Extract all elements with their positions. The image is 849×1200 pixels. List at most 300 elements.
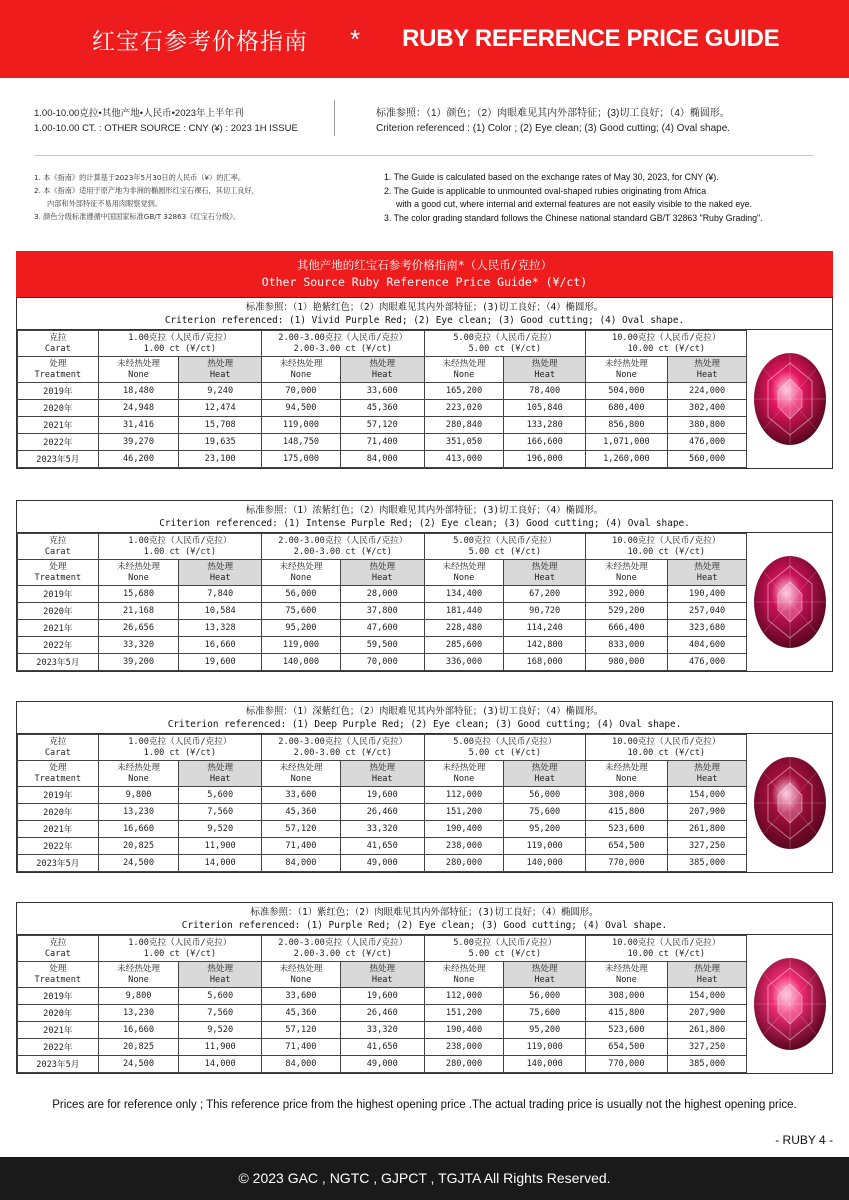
price-cell: 327,250 <box>667 838 747 855</box>
price-guide-title-zh: 其他产地的红宝石参考价格指南*（人民币/克拉） <box>296 258 553 272</box>
price-cell: 223,020 <box>424 400 504 417</box>
treatment-heat-header <box>667 357 747 383</box>
carat-size-en: 2.00-3.00 ct (¥/ct) <box>293 343 392 354</box>
price-cell: 181,440 <box>424 603 504 620</box>
carat-size-header <box>424 936 585 962</box>
price-cell: 119,000 <box>262 637 341 654</box>
carat-size-header <box>98 331 261 357</box>
copyright-footer: © 2023 GAC , NGTC , GJPCT , TGJTA All Rights Reserved. <box>0 1157 849 1200</box>
carat-size-zh: 1.00克拉（人民币/克拉） <box>128 937 232 948</box>
price-cell: 134,400 <box>424 586 504 603</box>
carat-label-en: Carat <box>44 343 71 354</box>
treatment-none-header <box>98 962 179 988</box>
price-cell: 190,400 <box>667 586 747 603</box>
price-cell: 26,656 <box>98 620 179 637</box>
disclaimer: Prices are for reference only ; This reference price from the highest opening price .The actual trading price is usually not the highest opening price. <box>52 1099 797 1111</box>
price-cell: 280,000 <box>424 855 504 872</box>
year-cell: 2022年 <box>18 637 99 654</box>
issue-info-en: 1.00-10.00 CT. : OTHER SOURCE : CNY (¥) : 2023 1H ISSUE <box>34 123 298 134</box>
price-cell: 57,120 <box>262 821 341 838</box>
heat-zh: 热处理 <box>207 963 234 974</box>
price-cell: 224,000 <box>667 383 747 400</box>
treatment-none-header <box>586 962 668 988</box>
none-zh: 未经热处理 <box>604 561 648 572</box>
gem-image-cell <box>747 331 832 468</box>
year-cell: 2020年 <box>18 1005 99 1022</box>
treatment-label <box>18 962 99 988</box>
price-cell: 770,000 <box>586 855 668 872</box>
price-cell: 323,680 <box>667 620 747 637</box>
carat-size-en: 1.00 ct (¥/ct) <box>143 546 217 557</box>
criterion-info-en: Criterion referenced : (1) Color ; (2) Eye clean; (3) Good cutting; (4) Oval shape. <box>376 123 731 134</box>
heat-en: Heat <box>209 974 231 985</box>
treatment-heat-header <box>179 962 262 988</box>
price-cell: 84,000 <box>340 451 424 468</box>
table-row <box>18 855 833 872</box>
carat-size-en: 2.00-3.00 ct (¥/ct) <box>293 948 392 959</box>
price-cell: 476,000 <box>667 434 747 451</box>
none-zh: 未经热处理 <box>604 358 648 369</box>
price-cell: 523,600 <box>586 821 668 838</box>
carat-size-header <box>424 331 585 357</box>
price-cell: 13,230 <box>98 804 179 821</box>
price-cell: 327,250 <box>667 1039 747 1056</box>
none-zh: 未经热处理 <box>442 358 486 369</box>
price-cell: 112,000 <box>424 988 504 1005</box>
criterion-en: Criterion referenced: (1) Vivid Purple Red; (2) Eye clean; (3) Good cutting; (4) Oval shape. <box>164 315 685 326</box>
criterion-zh: 标准参照：（1）紫红色；（2）肉眼难见其内外部特征；(3)切工良好；（4）椭圆形。 <box>250 907 599 918</box>
price-cell: 112,000 <box>424 787 504 804</box>
price-cell: 95,200 <box>262 620 341 637</box>
carat-size-zh: 5.00克拉（人民币/克拉） <box>453 535 557 546</box>
year-cell: 2023年5月 <box>18 855 99 872</box>
heat-en: Heat <box>371 369 393 380</box>
none-en: None <box>453 974 475 985</box>
treatment-none-header <box>262 962 341 988</box>
price-cell: 31,416 <box>98 417 179 434</box>
price-cell: 71,400 <box>262 1039 341 1056</box>
criterion-header <box>17 702 832 734</box>
treatment-none-header <box>424 560 504 586</box>
none-zh: 未经热处理 <box>117 963 160 974</box>
price-cell: 20,825 <box>98 838 179 855</box>
price-cell: 351,050 <box>424 434 504 451</box>
heat-en: Heat <box>696 572 718 583</box>
carat-header-row <box>18 936 833 962</box>
carat-size-zh: 2.00-3.00克拉（人民币/克拉） <box>278 535 408 546</box>
price-cell: 133,280 <box>504 417 586 434</box>
price-cell: 770,000 <box>586 1056 668 1073</box>
note-zh-2-cont: 内部和外部特征不易用肉眼察觉到。 <box>47 199 163 208</box>
price-cell: 94,500 <box>262 400 341 417</box>
criterion-info <box>376 106 816 136</box>
price-cell: 13,230 <box>98 1005 179 1022</box>
price-cell: 12,474 <box>179 400 262 417</box>
carat-size-zh: 5.00克拉（人民币/克拉） <box>453 736 557 747</box>
price-cell: 190,400 <box>424 1022 504 1039</box>
price-cell: 833,000 <box>586 637 668 654</box>
year-cell: 2021年 <box>18 821 99 838</box>
note-zh-3: 3. 颜色分级标准遵循中国国家标准GB/T 32863《红宝石分级》。 <box>34 212 241 221</box>
heat-zh: 热处理 <box>207 358 234 369</box>
price-cell: 39,200 <box>98 654 179 671</box>
price-cell: 47,600 <box>340 620 424 637</box>
price-cell: 95,200 <box>504 821 586 838</box>
price-cell: 1,071,000 <box>586 434 668 451</box>
treatment-heat-header <box>504 357 586 383</box>
treatment-none-header <box>98 357 179 383</box>
carat-size-en: 5.00 ct (¥/ct) <box>468 546 542 557</box>
price-cell: 280,840 <box>424 417 504 434</box>
price-cell: 413,000 <box>424 451 504 468</box>
price-cell: 19,600 <box>340 787 424 804</box>
price-cell: 7,560 <box>179 804 262 821</box>
year-cell: 2022年 <box>18 838 99 855</box>
price-cell: 151,200 <box>424 1005 504 1022</box>
notes-zh <box>34 171 354 223</box>
price-cell: 70,000 <box>262 383 341 400</box>
price-cell: 56,000 <box>262 586 341 603</box>
table-row <box>18 637 833 654</box>
price-cell: 9,520 <box>179 821 262 838</box>
treatment-label-zh: 处理 <box>49 963 67 974</box>
price-cell: 9,240 <box>179 383 262 400</box>
carat-size-header <box>98 735 261 761</box>
carat-size-en: 1.00 ct (¥/ct) <box>143 747 217 758</box>
price-cell: 41,650 <box>340 838 424 855</box>
treatment-header-row <box>18 560 833 586</box>
year-cell: 2023年5月 <box>18 654 99 671</box>
price-cell: 392,000 <box>586 586 668 603</box>
price-cell: 190,400 <box>424 821 504 838</box>
criterion-header <box>17 298 832 330</box>
heat-zh: 热处理 <box>207 561 234 572</box>
price-cell: 90,720 <box>504 603 586 620</box>
carat-size-header <box>262 331 425 357</box>
none-en: None <box>290 974 312 985</box>
treatment-none-header <box>424 761 504 787</box>
table-row <box>18 654 833 671</box>
carat-size-en: 1.00 ct (¥/ct) <box>143 948 217 959</box>
year-cell: 2019年 <box>18 383 99 400</box>
table-row <box>18 586 833 603</box>
carat-size-en: 5.00 ct (¥/ct) <box>468 948 542 959</box>
price-cell: 70,000 <box>340 654 424 671</box>
price-cell: 154,000 <box>667 988 747 1005</box>
heat-en: Heat <box>371 974 393 985</box>
carat-size-en: 2.00-3.00 ct (¥/ct) <box>293 747 392 758</box>
treatment-label-en: Treatment <box>34 572 82 583</box>
price-cell: 41,650 <box>340 1039 424 1056</box>
price-cell: 257,040 <box>667 603 747 620</box>
price-cell: 140,000 <box>262 654 341 671</box>
price-cell: 654,500 <box>586 838 668 855</box>
price-cell: 476,000 <box>667 654 747 671</box>
none-en: None <box>128 974 149 985</box>
price-guide-title-en: Other Source Ruby Reference Price Guide* (¥/ct) <box>261 275 588 289</box>
none-en: None <box>128 369 149 380</box>
price-cell: 24,500 <box>98 1056 179 1073</box>
carat-size-header <box>262 735 425 761</box>
criterion-header <box>17 903 832 935</box>
price-cell: 308,000 <box>586 787 668 804</box>
price-cell: 5,600 <box>179 787 262 804</box>
year-cell: 2021年 <box>18 1022 99 1039</box>
heat-zh: 热处理 <box>369 762 396 773</box>
carat-label-zh: 克拉 <box>49 535 67 546</box>
none-en: None <box>290 369 312 380</box>
carat-size-zh: 1.00克拉（人民币/克拉） <box>128 736 232 747</box>
none-zh: 未经热处理 <box>279 963 323 974</box>
ruby-gem-image <box>750 954 830 1054</box>
carat-size-en: 2.00-3.00 ct (¥/ct) <box>293 546 392 557</box>
price-cell: 207,900 <box>667 804 747 821</box>
price-cell: 11,900 <box>179 1039 262 1056</box>
price-cell: 49,000 <box>340 1056 424 1073</box>
carat-size-zh: 5.00克拉（人民币/克拉） <box>453 937 557 948</box>
criterion-zh: 标准参照：（1）深紫红色；（2）肉眼难见其内外部特征；(3)切工良好；（4）椭圆形。 <box>245 706 604 717</box>
carat-size-header <box>262 936 425 962</box>
issue-info <box>34 106 334 136</box>
carat-label-zh: 克拉 <box>49 937 67 948</box>
note-en-2: 2. The Guide is applicable to unmounted oval-shaped rubies originating from Africa <box>384 185 707 196</box>
none-en: None <box>616 572 637 583</box>
carat-size-en: 5.00 ct (¥/ct) <box>468 343 542 354</box>
price-cell: 75,600 <box>504 1005 586 1022</box>
year-cell: 2023年5月 <box>18 1056 99 1073</box>
note-en-1: 1. The Guide is calculated based on the exchange rates of May 30, 2023, for CNY (¥). <box>384 172 719 182</box>
heat-en: Heat <box>534 572 556 583</box>
carat-size-header <box>424 534 585 560</box>
price-cell: 140,000 <box>504 855 586 872</box>
price-cell: 56,000 <box>504 988 586 1005</box>
price-cell: 16,660 <box>98 1022 179 1039</box>
price-cell: 57,120 <box>262 1022 341 1039</box>
price-cell: 280,000 <box>424 1056 504 1073</box>
treatment-none-header <box>424 962 504 988</box>
price-cell: 33,320 <box>340 1022 424 1039</box>
price-cell: 15,708 <box>179 417 262 434</box>
treatment-none-header <box>98 560 179 586</box>
price-table-block <box>16 500 833 672</box>
none-en: None <box>453 773 475 784</box>
treatment-label-zh: 处理 <box>49 358 67 369</box>
treatment-header-row <box>18 962 833 988</box>
price-table <box>17 330 832 468</box>
price-cell: 95,200 <box>504 1022 586 1039</box>
heat-en: Heat <box>696 369 718 380</box>
treatment-heat-header <box>340 962 424 988</box>
price-cell: 142,800 <box>504 637 586 654</box>
year-cell: 2019年 <box>18 988 99 1005</box>
carat-size-header <box>424 735 585 761</box>
heat-en: Heat <box>371 572 393 583</box>
price-cell: 45,360 <box>340 400 424 417</box>
carat-size-header <box>98 936 261 962</box>
carat-header-row <box>18 735 833 761</box>
table-row <box>18 417 833 434</box>
price-cell: 385,000 <box>667 1056 747 1073</box>
treatment-heat-header <box>504 560 586 586</box>
price-cell: 24,500 <box>98 855 179 872</box>
year-cell: 2020年 <box>18 400 99 417</box>
none-en: None <box>616 974 637 985</box>
price-cell: 75,600 <box>504 804 586 821</box>
carat-size-header <box>586 534 747 560</box>
treatment-heat-header <box>667 962 747 988</box>
carat-size-zh: 1.00克拉（人民币/克拉） <box>128 332 232 343</box>
none-en: None <box>453 369 475 380</box>
treatment-heat-header <box>504 761 586 787</box>
carat-label-en: Carat <box>44 546 71 557</box>
price-cell: 308,000 <box>586 988 668 1005</box>
carat-size-en: 10.00 ct (¥/ct) <box>627 948 706 959</box>
note-zh-1: 1. 本《指南》的计算基于2023年5月30日的人民币（¥）的汇率。 <box>34 173 246 182</box>
carat-size-zh: 10.00克拉（人民币/克拉） <box>612 736 721 747</box>
price-cell: 523,600 <box>586 1022 668 1039</box>
price-cell: 980,000 <box>586 654 668 671</box>
price-cell: 16,660 <box>98 821 179 838</box>
price-cell: 19,635 <box>179 434 262 451</box>
heat-en: Heat <box>534 369 556 380</box>
carat-size-en: 5.00 ct (¥/ct) <box>468 747 542 758</box>
table-row <box>18 1056 833 1073</box>
gem-image-cell <box>747 735 832 872</box>
treatment-heat-header <box>504 962 586 988</box>
heat-zh: 热处理 <box>694 561 721 572</box>
price-cell: 33,600 <box>340 383 424 400</box>
table-row <box>18 434 833 451</box>
heat-en: Heat <box>209 369 231 380</box>
price-cell: 26,460 <box>340 1005 424 1022</box>
price-cell: 45,360 <box>262 804 341 821</box>
price-cell: 504,000 <box>586 383 668 400</box>
year-cell: 2020年 <box>18 603 99 620</box>
heat-en: Heat <box>534 974 556 985</box>
criterion-en: Criterion referenced: (1) Deep Purple Red; (2) Eye clean; (3) Good cutting; (4) Oval shape. <box>167 719 682 730</box>
table-row <box>18 620 833 637</box>
year-cell: 2021年 <box>18 620 99 637</box>
criterion-en: Criterion referenced: (1) Intense Purple Red; (2) Eye clean; (3) Good cutting; (4) Oval shape. <box>159 518 690 529</box>
none-en: None <box>128 773 149 784</box>
heat-zh: 热处理 <box>369 963 396 974</box>
price-cell: 11,900 <box>179 838 262 855</box>
none-en: None <box>128 572 149 583</box>
price-cell: 9,800 <box>98 988 179 1005</box>
carat-size-header <box>586 735 747 761</box>
carat-label-en: Carat <box>44 747 71 758</box>
table-row <box>18 451 833 468</box>
table-row <box>18 821 833 838</box>
price-cell: 560,000 <box>667 451 747 468</box>
none-en: None <box>616 369 637 380</box>
table-row <box>18 1005 833 1022</box>
price-cell: 5,600 <box>179 988 262 1005</box>
price-cell: 71,400 <box>340 434 424 451</box>
criterion-zh: 标准参照：（1）浓紫红色；（2）肉眼难见其内外部特征；(3)切工良好；（4）椭圆形。 <box>245 505 604 516</box>
header-title-en: RUBY REFERENCE PRICE GUIDE <box>402 25 780 52</box>
price-cell: 238,000 <box>424 1039 504 1056</box>
none-en: None <box>290 773 312 784</box>
note-zh-2: 2. 本《指南》适用于原产地为非洲的椭圆形红宝石裸石，其切工良好， <box>34 186 259 195</box>
carat-header-row <box>18 331 833 357</box>
treatment-heat-header <box>340 560 424 586</box>
treatment-none-header <box>424 357 504 383</box>
price-cell: 33,600 <box>262 988 341 1005</box>
none-zh: 未经热处理 <box>117 561 160 572</box>
carat-label-zh: 克拉 <box>49 332 67 343</box>
carat-label <box>18 331 99 357</box>
price-table <box>17 935 832 1073</box>
heat-zh: 热处理 <box>369 358 396 369</box>
price-cell: 19,600 <box>179 654 262 671</box>
treatment-label-en: Treatment <box>34 773 82 784</box>
price-cell: 285,600 <box>424 637 504 654</box>
table-row <box>18 603 833 620</box>
treatment-label <box>18 560 99 586</box>
treatment-none-header <box>262 560 341 586</box>
none-zh: 未经热处理 <box>117 358 160 369</box>
treatment-header-row <box>18 761 833 787</box>
heat-en: Heat <box>371 773 393 784</box>
price-cell: 165,200 <box>424 383 504 400</box>
none-zh: 未经热处理 <box>442 762 486 773</box>
price-cell: 7,560 <box>179 1005 262 1022</box>
header-star: * <box>350 23 361 54</box>
heat-en: Heat <box>209 773 231 784</box>
none-zh: 未经热处理 <box>442 561 486 572</box>
year-cell: 2023年5月 <box>18 451 99 468</box>
year-cell: 2022年 <box>18 1039 99 1056</box>
criterion-zh: 标准参照：（1）艳紫红色；（2）肉眼难见其内外部特征；(3)切工良好；（4）椭圆形。 <box>245 302 604 313</box>
price-cell: 415,800 <box>586 1005 668 1022</box>
price-table-block <box>16 902 833 1074</box>
page-header <box>0 0 849 78</box>
price-cell: 39,270 <box>98 434 179 451</box>
table-row <box>18 838 833 855</box>
heat-en: Heat <box>209 572 231 583</box>
table-row <box>18 1039 833 1056</box>
price-cell: 666,400 <box>586 620 668 637</box>
table-row <box>18 787 833 804</box>
price-table <box>17 533 832 671</box>
price-cell: 114,240 <box>504 620 586 637</box>
price-cell: 175,000 <box>262 451 341 468</box>
price-cell: 45,360 <box>262 1005 341 1022</box>
table-row <box>18 1022 833 1039</box>
carat-size-en: 10.00 ct (¥/ct) <box>627 546 706 557</box>
table-row <box>18 804 833 821</box>
price-cell: 380,800 <box>667 417 747 434</box>
price-cell: 9,800 <box>98 787 179 804</box>
price-cell: 21,168 <box>98 603 179 620</box>
heat-zh: 热处理 <box>694 358 721 369</box>
heat-zh: 热处理 <box>694 963 721 974</box>
carat-size-zh: 2.00-3.00克拉（人民币/克拉） <box>278 332 408 343</box>
treatment-none-header <box>262 761 341 787</box>
treatment-heat-header <box>667 761 747 787</box>
section-divider <box>34 155 814 156</box>
treatment-header-row <box>18 357 833 383</box>
price-cell: 33,320 <box>98 637 179 654</box>
note-en-3: 3. The color grading standard follows the Chinese national standard GB/T 32863 "Ruby Grading". <box>384 212 763 223</box>
treatment-none-header <box>586 761 668 787</box>
year-cell: 2022年 <box>18 434 99 451</box>
none-zh: 未经热处理 <box>279 762 323 773</box>
none-en: None <box>290 572 312 583</box>
carat-label-en: Carat <box>44 948 71 959</box>
carat-size-zh: 2.00-3.00克拉（人民币/克拉） <box>278 736 408 747</box>
